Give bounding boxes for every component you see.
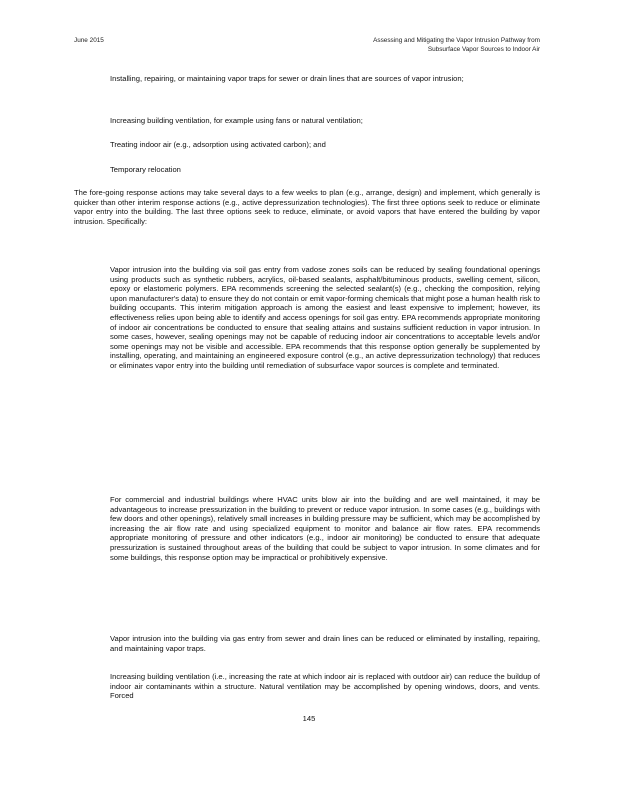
list-item — [110, 116, 530, 126]
list-item — [110, 634, 540, 653]
header-title — [373, 36, 540, 54]
header-title-line2: Subsurface Vapor Sources to Indoor Air — [427, 46, 540, 53]
body-paragraph: The fore-going response actions may take several days to a few weeks to plan (e.g., arrange, design) and implement, which generally is quicker than other interim response actions (e.g., active depressurization technologies). The first three options seek to reduce or eliminate vapor entry into the building. The last three options seek to reduce, eliminate, or avoid vapors that have entered the building by vapor intrusion. Specifically: — [74, 188, 540, 226]
list-item — [110, 672, 540, 701]
list-item — [110, 265, 540, 371]
list-item — [110, 495, 540, 562]
header-date: June 2015 — [74, 37, 104, 44]
list-item — [110, 74, 530, 84]
list-item-text: Installing, repairing, or maintaining vapor traps for sewer or drain lines that are sources of vapor intrusion; — [110, 74, 464, 83]
list-item — [110, 140, 530, 150]
page-number: 145 — [302, 714, 316, 723]
list-item — [110, 165, 530, 175]
list-item-text: Increasing building ventilation (i.e., increasing the rate at which indoor air is replaced with outdoor air) can reduce the buildup of indoor air contaminants within a structure. Natural ventilation may be accomplished by opening windows, doors, and vents. Forced — [110, 672, 540, 701]
list-item-text: Vapor intrusion into the building via gas entry from sewer and drain lines can be reduced or eliminated by installing, repairing, and maintaining vapor traps. — [110, 634, 540, 653]
header-title-line1: Assessing and Mitigating the Vapor Intrusion Pathway from — [373, 37, 540, 44]
list-item-text: Vapor intrusion into the building via soil gas entry from vadose zones soils can be reduced by sealing foundational openings using products such as synthetic rubbers, acrylics, oil-based sealants, asphalt/bituminous products, swelling cement, silicon, epoxy or elastomeric polymers. EPA recommends screening the selected sealant(s) (e.g., checking the composition, relying upon manufacturer's data) to ensure they do not contain or emit vapor-forming chemicals that might pose a human health risk to building occupants. This interim mitigation approach is among the easiest and least expensive to implement; however, its effectiveness relies upon being able to identify and access openings for soil gas entry. EPA recommends appropriate monitoring of indoor air concentrations be conducted to ensure that sealing attains and sustains sufficient reduction in vapor intrusion. In some cases, however, sealing openings may not be capable of reducing indoor air concentrations to acceptable levels and/or some openings may not be visible and accessible. EPA recommends that this response option generally be supplemented by installing, operating, and maintaining an engineered exposure control (e.g., an active depressurization technology) that reduces or eliminates vapor entry into the building until remediation of subsurface vapor sources is complete and terminated. — [110, 265, 540, 370]
list-item-text: Treating indoor air (e.g., adsorption using activated carbon); and — [110, 140, 326, 149]
list-item-text: Increasing building ventilation, for example using fans or natural ventilation; — [110, 116, 363, 125]
list-item-text: Temporary relocation — [110, 165, 181, 174]
list-item-text: For commercial and industrial buildings where HVAC units blow air into the building and are well maintained, it may be advantageous to increase pressurization in the building to prevent or reduce vapor intrusion. In some cases (e.g., buildings with few doors and other openings), relatively small increases in building pressure may be sufficient, which may be accomplished by increasing the air flow rate and using specialized equipment to monitor and balance air flow rates. EPA recommends appropriate monitoring of pressure and other indicators (e.g., indoor air monitoring) be conducted to ensure that adequate pressurization is sustained throughout areas of the building that could be subject to vapor intrusion. In some climates and for some buildings, this response option may be impractical or prohibitively expensive. — [110, 495, 540, 562]
